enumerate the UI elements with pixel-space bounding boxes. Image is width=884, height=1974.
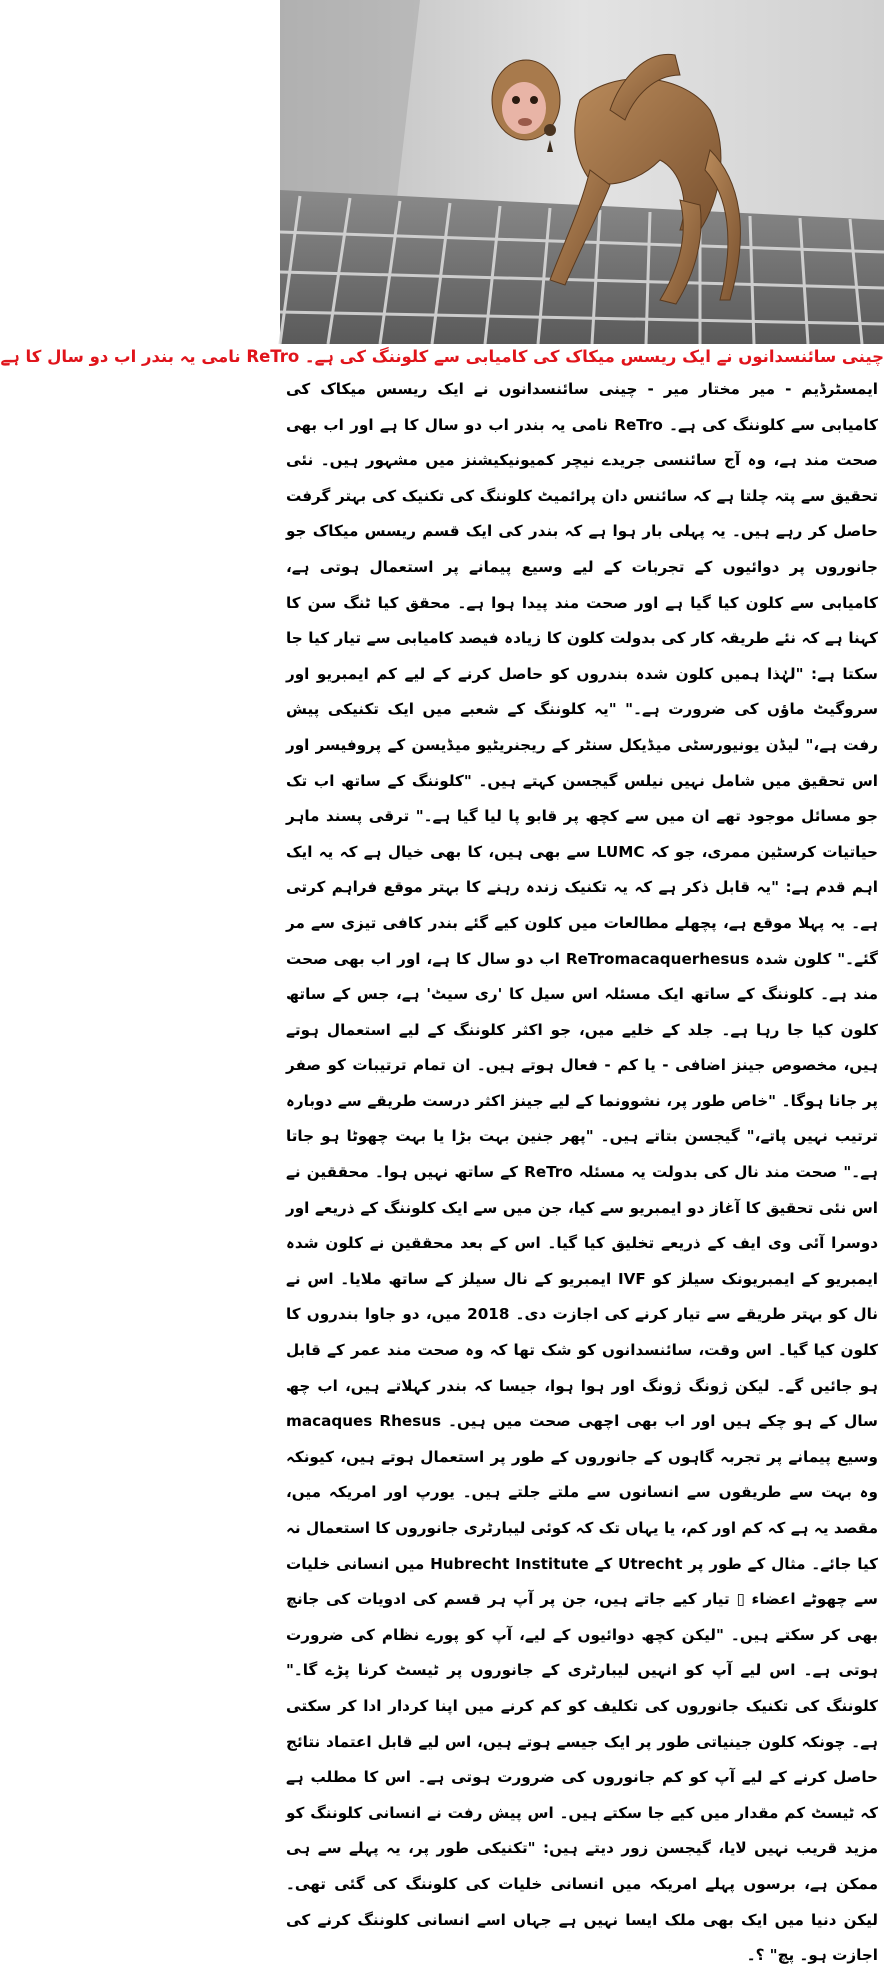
article-photo xyxy=(280,0,884,344)
article-headline: چینی سائنسدانوں نے ایک ریسس میکاک کی کامیابی سے کلوننگ کی ہے۔ ReTro نامی یہ بندر اب دو سال کا ہے xyxy=(0,347,884,366)
article-body: ایمسٹرڈیم - میر مختار میر - چینی سائنسدانوں نے ایک ریسس میکاک کی کامیابی سے کلوننگ کی ہے۔ ReTro نامی یہ بندر اب دو سال کا ہے اور اب بھی صحت مند ہے، وہ آج سائنسی جریدے نیچر کمیونیکیشنز میں مشہور ہیں۔ نئی تحقیق سے پتہ چلتا ہے کہ سائنس دان پرائمیٹ کلوننگ کی تکنیک کی بہتر گرفت حاصل کر رہے ہیں۔ یہ پہلی بار ہوا ہے کہ بندر کی ایک قسم ریسس میکاک جو جانوروں پر دوائیوں کے تجربات کے لیے وسیع پیمانے پر استعمال ہوتی ہے، کامیابی سے کلون کیا گیا ہے اور صحت مند پیدا ہوا ہے۔ محقق کیا ٹنگ سن کا کہنا ہے کہ نئے طریقہ کار کی بدولت کلون کا زیادہ فیصد کامیابی سے تیار کیا جا سکتا ہے: "لہٰذا ہمیں کلون شدہ بندروں کو حاصل کرنے کے لیے کم ایمبریو اور سروگیٹ ماؤں کی ضرورت ہے۔" "یہ کلوننگ کے شعبے میں ایک تکنیکی پیش رفت ہے،" لیڈن یونیورسٹی میڈیکل سنٹر کے ریجنریٹیو میڈیسن کے پروفیسر اور اس تحقیق میں شامل نہیں نیلس گیجسن کہتے ہیں۔ "کلوننگ کے ساتھ اب تک جو مسائل موجود تھے ان میں سے کچھ پر قابو پا لیا گیا ہے۔" ترقی پسند ماہر حیاتیات کرسٹین ممری، جو کہ LUMC سے بھی ہیں، کا بھی خیال ہے کہ یہ ایک اہم قدم ہے: "یہ قابل ذکر ہے کہ یہ تکنیک زندہ رہنے کا بہتر موقع فراہم کرتی ہے۔ یہ پہلا موقع ہے، پچھلے مطالعات میں کلون کیے گئے بندر کافی تیزی سے مر گئے۔" کلون شدہ ReTromacaquerhesus اب دو سال کا ہے، اور اب بھی صحت مند ہے۔ کلوننگ کے ساتھ ایک مسئلہ اس سیل کا 'ری سیٹ' ہے، جس کے ساتھ کلون کیا جا رہا ہے۔ جلد کے خلیے میں، جو اکثر کلوننگ کے لیے استعمال ہوتے ہیں، مخصوص جینز اضافی - یا کم - فعال ہوتے ہیں۔ ان تمام ترتیبات کو صفر پر جانا ہوگا۔ "خاص طور پر، نشوونما کے لیے جینز اکثر درست طریقے سے دوبارہ ترتیب نہیں پاتے،" گیجسن بتاتے ہیں۔ "پھر جنین بہت بڑا یا بہت چھوٹا ہو جاتا ہے۔" صحت مند نال کی بدولت یہ مسئلہ ReTro کے ساتھ نہیں ہوا۔ محققین نے اس نئی تحقیق کا آغاز دو ایمبریو سے کیا، جن میں سے ایک کلوننگ کے ذریعے اور دوسرا آئی وی ایف کے ذریعے تخلیق کیا گیا۔ اس کے بعد محققین نے کلون شدہ ایمبریو کے ایمبریونک سیلز کو IVF ایمبریو کے نال سیلز کے ساتھ ملایا۔ اس نے نال کو بہتر طریقے سے تیار کرنے کی اجازت دی۔ 2018 میں، دو جاوا بندروں کا کلون کیا گیا۔ اس وقت، سائنسدانوں کو شک تھا کہ وہ صحت مند عمر کے قابل ہو جائیں گے۔ لیکن ژونگ ژونگ اور ہوا ہوا، جیسا کہ بندر کہلاتے ہیں، اب چھ سال کے ہو چکے ہیں اور اب بھی اچھی صحت میں ہیں۔ macaques Rhesus وسیع پیمانے پر تجربہ گاہوں کے جانوروں کے طور پر استعمال ہوتے ہیں، کیونکہ وہ بہت سے طریقوں سے انسانوں سے ملتے جلتے ہیں۔ یورپ اور امریکہ میں، مقصد یہ ہے کہ کم اور کم، یا یہاں تک کہ کوئی لیبارٹری جانوروں کا استعمال نہ کیا جائے۔ مثال کے طور پر Utrecht کے Hubrecht Institute میں انسانی خلیات سے چھوٹے اعضاء ▯ تیار کیے جاتے ہیں، جن پر آپ ہر قسم کی ادویات کی جانچ بھی کر سکتے ہیں۔ "لیکن کچھ دوائیوں کے لیے، آپ کو پورے نظام کی ضرورت ہوتی ہے۔ اس لیے آپ کو انہیں لیبارٹری کے جانوروں پر ٹیسٹ کرنا پڑے گا۔" کلوننگ کی تکنیک جانوروں کی تکلیف کو کم کرنے میں اپنا کردار ادا کر سکتی ہے۔ چونکہ کلون جینیاتی طور پر ایک جیسے ہوتے ہیں، اس لیے قابل اعتماد نتائج حاصل کرنے کے لیے آپ کو کم جانوروں کی ضرورت ہوتی ہے۔ اس کا مطلب ہے کہ ٹیسٹ کم مقدار میں کیے جا سکتے ہیں۔ اس پیش رفت نے انسانی کلوننگ کو مزید قریب نہیں لایا، گیجسن زور دیتے ہیں: "تکنیکی طور پر، یہ پہلے سے ہی ممکن ہے، برسوں پہلے امریکہ میں انسانی خلیات کی کلوننگ کی گئی تھی۔ لیکن دنیا میں ایک بھی ملک ایسا نہیں ہے جہاں اسے انسانی کلوننگ کرنے کی اجازت ہو۔ پچ" ؟۔ xyxy=(286,380,879,1965)
